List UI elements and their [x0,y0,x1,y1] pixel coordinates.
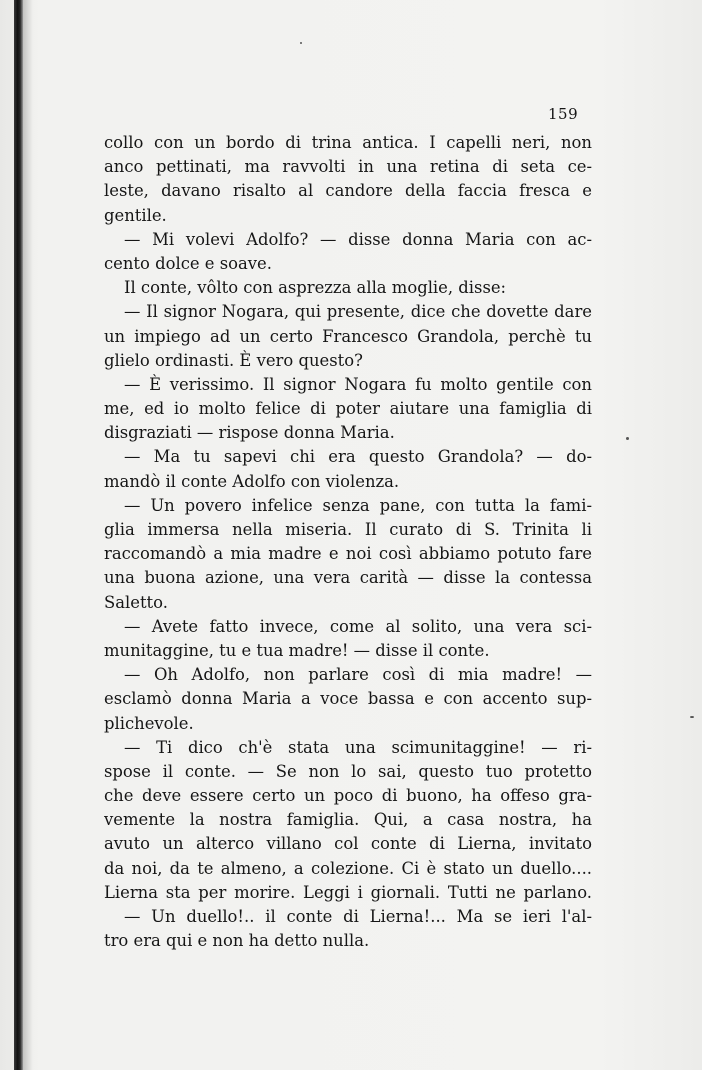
text-line: mandò il conte Adolfo con violenza. [104,471,400,491]
text-line: — Mi volevi Adolfo? — disse donna Maria con ac- [124,229,592,249]
text-line: spose il conte. — Se non lo sai, questo tuo protetto [104,761,592,781]
text-line: — Avete fatto invece, come al solito, una vera sci- [124,616,592,636]
text-line: raccomandò a mia madre e noi così abbiamo potuto fare [104,544,592,564]
page-number: 159 [548,105,579,123]
book-spine [14,0,23,1070]
body-text [104,131,592,953]
text-line: — Un duello!.. il conte di Lierna!... Ma se ieri l'al- [124,907,592,926]
text-line: collo con un bordo di trina antica. I capelli neri, non [104,133,592,152]
text-line: Saletto. [104,592,168,612]
text-line: Lierna sta per morire. Leggi i giornali. Tutti ne parlano. [104,882,592,902]
text-line: me, ed io molto felice di poter aiutare una famiglia di [104,399,592,419]
spine-shadow [23,0,33,1070]
text-line: — Oh Adolfo, non parlare così di mia madre! — [124,665,592,685]
text-line: vemente la nostra famiglia. Qui, a casa nostra, ha [104,810,592,830]
text-line: anco pettinati, ma ravvolti in una retina di seta ce- [104,157,592,177]
text-line: — Il signor Nogara, qui presente, dice che dovette dare [124,302,592,322]
text-line: una buona azione, una vera carità — disse la contessa [104,568,592,588]
text-line: — È verissimo. Il signor Nogara fu molto gentile con [124,374,592,394]
text-line: esclamò donna Maria a voce bassa e con accento sup- [104,689,592,709]
text-line: glia immersa nella miseria. Il curato di S. Trinita li [104,520,592,539]
text-line: cento dolce e soave. [104,253,272,273]
text-line: — Ti dico ch'è stata una scimunitaggine! — ri- [124,737,592,757]
text-line: munitaggine, tu e tua madre! — disse il conte. [104,640,490,660]
text-line: plichevole. [104,713,194,733]
text-line: disgraziati — rispose donna Maria. [104,423,395,443]
text-line: leste, davano risalto al candore della faccia fresca e [104,181,592,201]
paper-speck [690,716,694,718]
text-line: tro era qui e non ha detto nulla. [104,931,370,951]
text-line: — Un povero infelice senza pane, con tutta la fami- [124,495,592,515]
text-line: glielo ordinasti. È vero questo? [104,350,363,370]
text-line: un impiego ad un certo Francesco Grandola, perchè tu [104,326,592,346]
text-line: avuto un alterco villano col conte di Lierna, invitato [104,834,592,854]
text-line: gentile. [104,205,167,225]
text-line: che deve essere certo un poco di buono, ha offeso gra- [104,786,592,806]
paper-speck [626,437,629,440]
text-line: Il conte, vôlto con asprezza alla moglie, disse: [124,278,507,298]
paper-speck [300,42,302,44]
text-line: — Ma tu sapevi chi era questo Grandola? — do- [124,447,592,467]
text-line: da noi, da te almeno, a colezione. Ci è stato un duello.... [104,858,592,878]
